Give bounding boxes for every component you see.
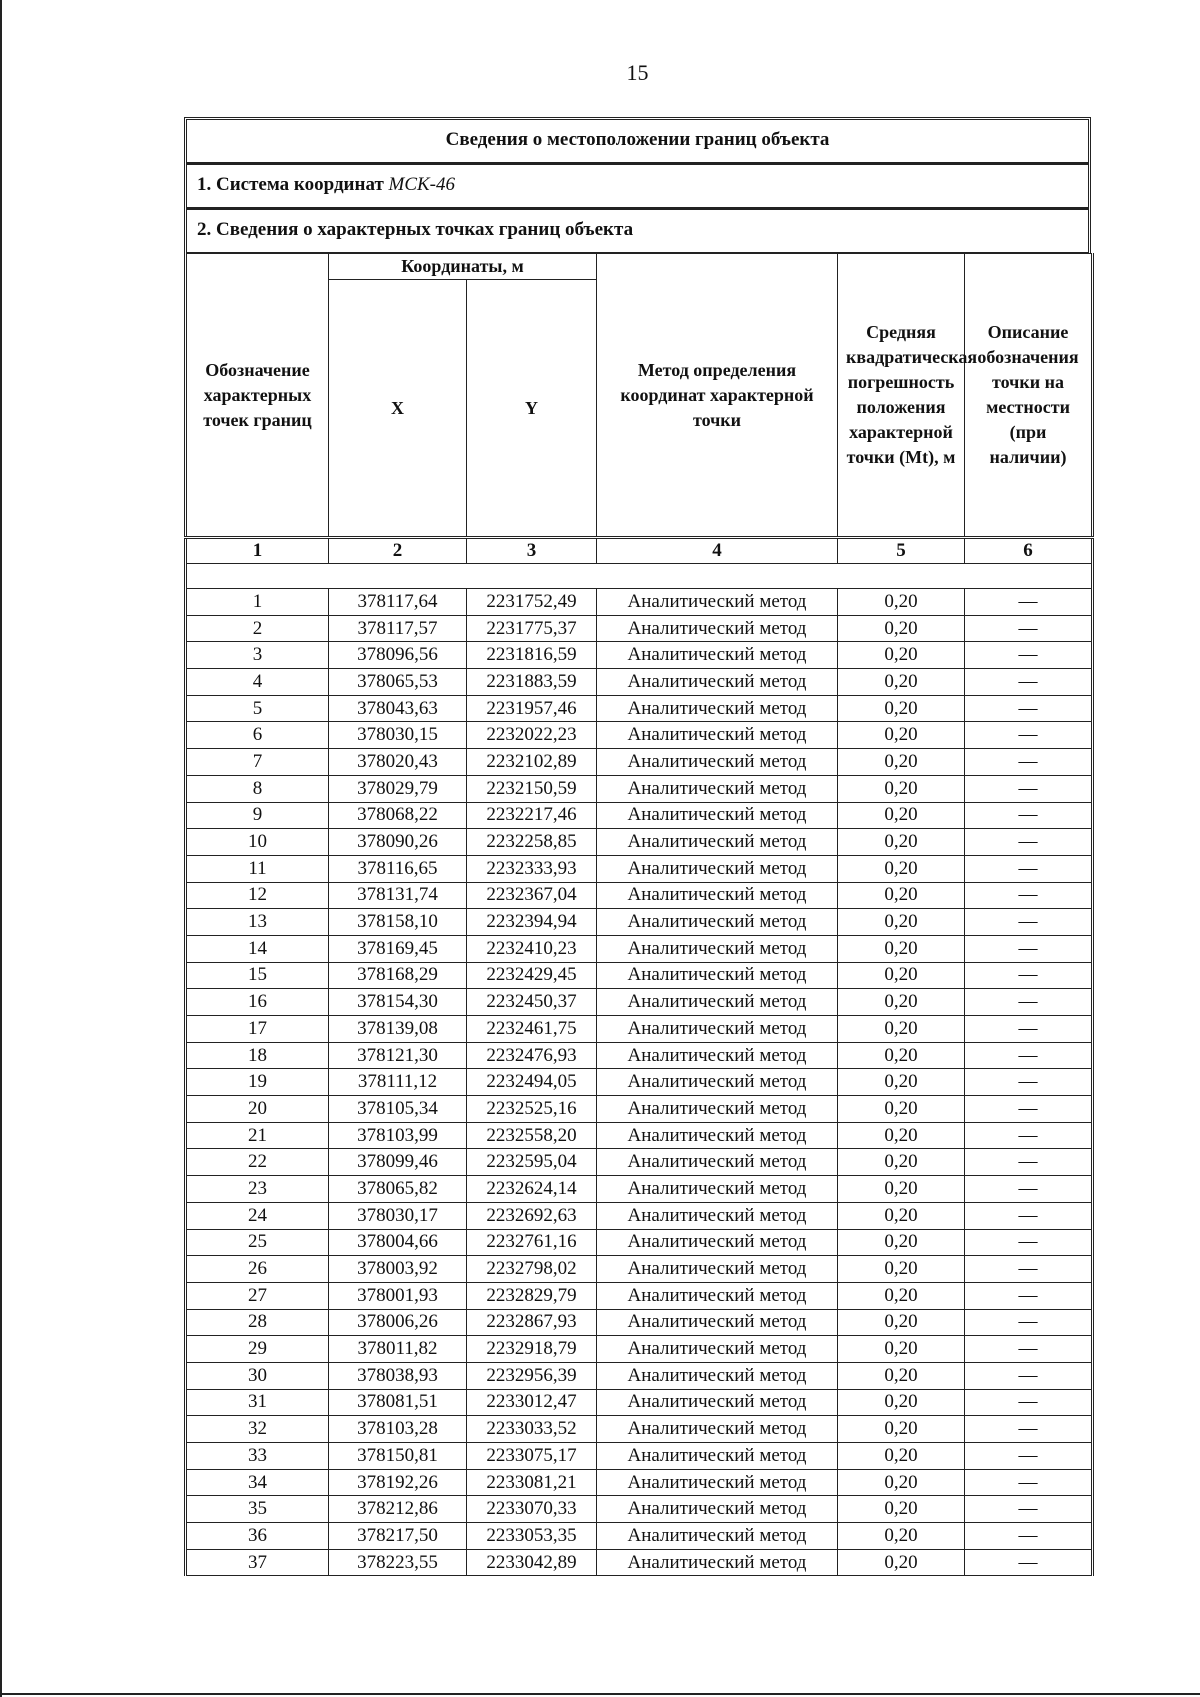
sheet-title: Сведения о местоположении границ объекта	[187, 120, 1088, 163]
coord-x: 378090,26	[329, 829, 467, 856]
table-row	[186, 935, 1093, 962]
header-method: Метод определения координат характерной точки	[597, 254, 838, 538]
point-number: 11	[186, 855, 329, 882]
point-number: 15	[186, 962, 329, 989]
coord-y: 2233033,52	[467, 1416, 597, 1443]
info-box	[184, 117, 1091, 253]
point-description: —	[965, 1282, 1093, 1309]
mean-square-error: 0,20	[838, 1176, 965, 1203]
mean-square-error: 0,20	[838, 989, 965, 1016]
mean-square-error: 0,20	[838, 802, 965, 829]
table-row	[186, 669, 1093, 696]
table-row	[186, 1202, 1093, 1229]
coord-x: 378139,08	[329, 1016, 467, 1043]
table-row	[186, 589, 1093, 616]
coord-y: 2232558,20	[467, 1122, 597, 1149]
page-left-edge	[0, 0, 2, 1697]
point-description: —	[965, 1122, 1093, 1149]
table-row	[186, 1282, 1093, 1309]
point-description: —	[965, 642, 1093, 669]
table-row	[186, 1496, 1093, 1523]
point-number: 22	[186, 1149, 329, 1176]
point-description: —	[965, 829, 1093, 856]
coord-x: 378223,55	[329, 1549, 467, 1576]
method: Аналитический метод	[597, 1202, 838, 1229]
coord-y: 2231775,37	[467, 615, 597, 642]
point-description: —	[965, 1069, 1093, 1096]
point-number: 37	[186, 1549, 329, 1576]
point-description: —	[965, 1549, 1093, 1576]
mean-square-error: 0,20	[838, 642, 965, 669]
table-row	[186, 829, 1093, 856]
method: Аналитический метод	[597, 1069, 838, 1096]
point-description: —	[965, 1042, 1093, 1069]
method: Аналитический метод	[597, 935, 838, 962]
coord-y: 2232918,79	[467, 1336, 597, 1363]
mean-square-error: 0,20	[838, 1069, 965, 1096]
coord-x: 378020,43	[329, 749, 467, 776]
coord-x: 378131,74	[329, 882, 467, 909]
point-number: 7	[186, 749, 329, 776]
coord-y: 2232956,39	[467, 1362, 597, 1389]
point-number: 16	[186, 989, 329, 1016]
mean-square-error: 0,20	[838, 882, 965, 909]
method: Аналитический метод	[597, 615, 838, 642]
coordinate-system-label: 1. Система координат	[197, 174, 389, 195]
coord-x: 378081,51	[329, 1389, 467, 1416]
mean-square-error: 0,20	[838, 1149, 965, 1176]
header-y: Y	[467, 280, 597, 538]
mean-square-error: 0,20	[838, 935, 965, 962]
points-section-title: 2. Сведения о характерных точках границ объекта	[187, 208, 1088, 253]
table-row	[186, 1469, 1093, 1496]
table-row	[186, 1523, 1093, 1550]
point-description: —	[965, 855, 1093, 882]
point-description: —	[965, 1523, 1093, 1550]
coord-x: 378117,64	[329, 589, 467, 616]
point-description: —	[965, 962, 1093, 989]
method: Аналитический метод	[597, 1282, 838, 1309]
point-number: 35	[186, 1496, 329, 1523]
table-row	[186, 642, 1093, 669]
coord-x: 378065,53	[329, 669, 467, 696]
coord-x: 378004,66	[329, 1229, 467, 1256]
coord-x: 378150,81	[329, 1443, 467, 1470]
coord-y: 2232829,79	[467, 1282, 597, 1309]
mean-square-error: 0,20	[838, 909, 965, 936]
point-number: 33	[186, 1443, 329, 1470]
table-row	[186, 882, 1093, 909]
table-row	[186, 1229, 1093, 1256]
header-x: X	[329, 280, 467, 538]
coord-y: 2233070,33	[467, 1496, 597, 1523]
coord-x: 378096,56	[329, 642, 467, 669]
method: Аналитический метод	[597, 642, 838, 669]
point-description: —	[965, 802, 1093, 829]
table-row	[186, 615, 1093, 642]
point-description: —	[965, 1229, 1093, 1256]
point-description: —	[965, 1016, 1093, 1043]
point-description: —	[965, 1443, 1093, 1470]
header-designation: Обозначение характерных точек границ	[186, 254, 329, 538]
mean-square-error: 0,20	[838, 1256, 965, 1283]
point-description: —	[965, 989, 1093, 1016]
mean-square-error: 0,20	[838, 749, 965, 776]
table-row	[186, 1336, 1093, 1363]
table-row	[186, 1416, 1093, 1443]
coord-y: 2232494,05	[467, 1069, 597, 1096]
mean-square-error: 0,20	[838, 1496, 965, 1523]
method: Аналитический метод	[597, 829, 838, 856]
column-number: 1	[186, 538, 329, 564]
table-row	[186, 1176, 1093, 1203]
coord-x: 378068,22	[329, 802, 467, 829]
point-number: 8	[186, 775, 329, 802]
point-number: 13	[186, 909, 329, 936]
mean-square-error: 0,20	[838, 1042, 965, 1069]
table-row	[186, 695, 1093, 722]
point-description: —	[965, 1256, 1093, 1283]
table-row	[186, 1122, 1093, 1149]
coord-y: 2231883,59	[467, 669, 597, 696]
method: Аналитический метод	[597, 1389, 838, 1416]
coord-x: 378103,28	[329, 1416, 467, 1443]
coord-y: 2232461,75	[467, 1016, 597, 1043]
coord-y: 2232867,93	[467, 1309, 597, 1336]
point-description: —	[965, 909, 1093, 936]
coord-x: 378192,26	[329, 1469, 467, 1496]
method: Аналитический метод	[597, 1149, 838, 1176]
point-number: 4	[186, 669, 329, 696]
points-table	[184, 253, 1094, 1576]
coord-y: 2233042,89	[467, 1549, 597, 1576]
table-row	[186, 1389, 1093, 1416]
point-number: 29	[186, 1336, 329, 1363]
column-number-row	[186, 538, 1093, 564]
method: Аналитический метод	[597, 1469, 838, 1496]
mean-square-error: 0,20	[838, 1096, 965, 1123]
point-description: —	[965, 1362, 1093, 1389]
point-number: 18	[186, 1042, 329, 1069]
coord-y: 2231816,59	[467, 642, 597, 669]
mean-square-error: 0,20	[838, 1389, 965, 1416]
mean-square-error: 0,20	[838, 1202, 965, 1229]
coord-y: 2232333,93	[467, 855, 597, 882]
mean-square-error: 0,20	[838, 1309, 965, 1336]
method: Аналитический метод	[597, 1042, 838, 1069]
table-row	[186, 855, 1093, 882]
mean-square-error: 0,20	[838, 962, 965, 989]
header-error: Средняя квадратическая погрешность положения характерной точки (Mt), м	[838, 254, 965, 538]
point-description: —	[965, 1469, 1093, 1496]
point-description: —	[965, 935, 1093, 962]
coord-y: 2232217,46	[467, 802, 597, 829]
coord-y: 2233075,17	[467, 1443, 597, 1470]
table-row	[186, 1149, 1093, 1176]
point-number: 36	[186, 1523, 329, 1550]
mean-square-error: 0,20	[838, 1362, 965, 1389]
column-number: 4	[597, 538, 838, 564]
method: Аналитический метод	[597, 882, 838, 909]
coord-y: 2231752,49	[467, 589, 597, 616]
table-row	[186, 1362, 1093, 1389]
method: Аналитический метод	[597, 1496, 838, 1523]
mean-square-error: 0,20	[838, 722, 965, 749]
coord-y: 2232410,23	[467, 935, 597, 962]
coordinate-system-value: МСК-46	[388, 174, 455, 195]
coord-x: 378103,99	[329, 1122, 467, 1149]
point-number: 31	[186, 1389, 329, 1416]
method: Аналитический метод	[597, 722, 838, 749]
table-row	[186, 775, 1093, 802]
method: Аналитический метод	[597, 1443, 838, 1470]
coord-x: 378105,34	[329, 1096, 467, 1123]
method: Аналитический метод	[597, 1523, 838, 1550]
mean-square-error: 0,20	[838, 1523, 965, 1550]
column-number: 5	[838, 538, 965, 564]
point-description: —	[965, 1176, 1093, 1203]
boundary-info-sheet	[184, 117, 1091, 1576]
point-number: 30	[186, 1362, 329, 1389]
coord-x: 378043,63	[329, 695, 467, 722]
coord-x: 378116,65	[329, 855, 467, 882]
coord-y: 2232595,04	[467, 1149, 597, 1176]
coord-x: 378117,57	[329, 615, 467, 642]
point-number: 24	[186, 1202, 329, 1229]
point-number: 20	[186, 1096, 329, 1123]
point-number: 26	[186, 1256, 329, 1283]
coord-y: 2232429,45	[467, 962, 597, 989]
point-description: —	[965, 749, 1093, 776]
method: Аналитический метод	[597, 1229, 838, 1256]
coord-y: 2232692,63	[467, 1202, 597, 1229]
point-description: —	[965, 695, 1093, 722]
method: Аналитический метод	[597, 855, 838, 882]
method: Аналитический метод	[597, 1336, 838, 1363]
mean-square-error: 0,20	[838, 669, 965, 696]
table-row	[186, 749, 1093, 776]
coord-x: 378168,29	[329, 962, 467, 989]
coord-x: 378030,17	[329, 1202, 467, 1229]
method: Аналитический метод	[597, 962, 838, 989]
point-number: 9	[186, 802, 329, 829]
coord-x: 378169,45	[329, 935, 467, 962]
point-description: —	[965, 1202, 1093, 1229]
point-number: 27	[186, 1282, 329, 1309]
coord-y: 2232394,94	[467, 909, 597, 936]
method: Аналитический метод	[597, 695, 838, 722]
page-bottom-edge	[0, 1693, 1200, 1695]
table-row	[186, 1016, 1093, 1043]
coord-x: 378003,92	[329, 1256, 467, 1283]
point-description: —	[965, 615, 1093, 642]
point-description: —	[965, 882, 1093, 909]
coord-y: 2232367,04	[467, 882, 597, 909]
coord-x: 378111,12	[329, 1069, 467, 1096]
mean-square-error: 0,20	[838, 1469, 965, 1496]
method: Аналитический метод	[597, 802, 838, 829]
mean-square-error: 0,20	[838, 1122, 965, 1149]
coord-x: 378038,93	[329, 1362, 467, 1389]
table-row	[186, 1069, 1093, 1096]
mean-square-error: 0,20	[838, 695, 965, 722]
method: Аналитический метод	[597, 1416, 838, 1443]
coord-y: 2232258,85	[467, 829, 597, 856]
mean-square-error: 0,20	[838, 829, 965, 856]
method: Аналитический метод	[597, 1362, 838, 1389]
point-description: —	[965, 722, 1093, 749]
table-row	[186, 802, 1093, 829]
coord-y: 2231957,46	[467, 695, 597, 722]
coord-x: 378154,30	[329, 989, 467, 1016]
coord-x: 378029,79	[329, 775, 467, 802]
coord-y: 2232525,16	[467, 1096, 597, 1123]
coord-y: 2233053,35	[467, 1523, 597, 1550]
spacer-row	[186, 564, 1093, 589]
point-description: —	[965, 775, 1093, 802]
coord-x: 378212,86	[329, 1496, 467, 1523]
coord-y: 2233081,21	[467, 1469, 597, 1496]
point-description: —	[965, 1416, 1093, 1443]
coord-y: 2232798,02	[467, 1256, 597, 1283]
mean-square-error: 0,20	[838, 855, 965, 882]
method: Аналитический метод	[597, 749, 838, 776]
coord-x: 378099,46	[329, 1149, 467, 1176]
point-number: 6	[186, 722, 329, 749]
method: Аналитический метод	[597, 1096, 838, 1123]
point-number: 32	[186, 1416, 329, 1443]
point-number: 25	[186, 1229, 329, 1256]
coord-x: 378030,15	[329, 722, 467, 749]
point-description: —	[965, 1496, 1093, 1523]
method: Аналитический метод	[597, 1122, 838, 1149]
point-number: 17	[186, 1016, 329, 1043]
column-number: 2	[329, 538, 467, 564]
coordinate-system-row	[187, 163, 1088, 208]
mean-square-error: 0,20	[838, 1549, 965, 1576]
point-number: 5	[186, 695, 329, 722]
coord-x: 378121,30	[329, 1042, 467, 1069]
point-number: 12	[186, 882, 329, 909]
mean-square-error: 0,20	[838, 775, 965, 802]
table-row	[186, 722, 1093, 749]
point-description: —	[965, 1096, 1093, 1123]
coord-y: 2232624,14	[467, 1176, 597, 1203]
point-description: —	[965, 669, 1093, 696]
point-description: —	[965, 1336, 1093, 1363]
table-row	[186, 1309, 1093, 1336]
point-number: 10	[186, 829, 329, 856]
coord-x: 378006,26	[329, 1309, 467, 1336]
spacer-cell	[186, 564, 1093, 589]
point-description: —	[965, 1149, 1093, 1176]
coord-y: 2232476,93	[467, 1042, 597, 1069]
point-number: 2	[186, 615, 329, 642]
point-description: —	[965, 1389, 1093, 1416]
table-row	[186, 1443, 1093, 1470]
method: Аналитический метод	[597, 1176, 838, 1203]
table-row	[186, 1549, 1093, 1576]
method: Аналитический метод	[597, 1309, 838, 1336]
table-row	[186, 989, 1093, 1016]
coord-y: 2232022,23	[467, 722, 597, 749]
point-number: 1	[186, 589, 329, 616]
point-number: 23	[186, 1176, 329, 1203]
point-description: —	[965, 589, 1093, 616]
table-row	[186, 909, 1093, 936]
coord-x: 378217,50	[329, 1523, 467, 1550]
mean-square-error: 0,20	[838, 1443, 965, 1470]
table-row	[186, 1042, 1093, 1069]
point-number: 19	[186, 1069, 329, 1096]
mean-square-error: 0,20	[838, 589, 965, 616]
method: Аналитический метод	[597, 1016, 838, 1043]
coord-x: 378001,93	[329, 1282, 467, 1309]
mean-square-error: 0,20	[838, 1016, 965, 1043]
coord-y: 2233012,47	[467, 1389, 597, 1416]
header-coordinates: Координаты, м	[329, 254, 597, 280]
page-number: 15	[626, 60, 649, 85]
coord-y: 2232450,37	[467, 989, 597, 1016]
point-number: 3	[186, 642, 329, 669]
column-number: 3	[467, 538, 597, 564]
coord-x: 378158,10	[329, 909, 467, 936]
column-number: 6	[965, 538, 1093, 564]
table-row	[186, 1096, 1093, 1123]
point-number: 34	[186, 1469, 329, 1496]
header-description: Описание обозначения точки на местности (при наличии)	[965, 254, 1093, 538]
mean-square-error: 0,20	[838, 1229, 965, 1256]
point-number: 28	[186, 1309, 329, 1336]
method: Аналитический метод	[597, 909, 838, 936]
method: Аналитический метод	[597, 1549, 838, 1576]
coord-y: 2232102,89	[467, 749, 597, 776]
table-row	[186, 962, 1093, 989]
method: Аналитический метод	[597, 989, 838, 1016]
mean-square-error: 0,20	[838, 1282, 965, 1309]
table-row	[186, 1256, 1093, 1283]
method: Аналитический метод	[597, 589, 838, 616]
coord-y: 2232761,16	[467, 1229, 597, 1256]
point-description: —	[965, 1309, 1093, 1336]
point-number: 14	[186, 935, 329, 962]
coord-x: 378011,82	[329, 1336, 467, 1363]
method: Аналитический метод	[597, 775, 838, 802]
points-rows	[186, 589, 1093, 1576]
mean-square-error: 0,20	[838, 615, 965, 642]
coord-y: 2232150,59	[467, 775, 597, 802]
mean-square-error: 0,20	[838, 1416, 965, 1443]
coord-x: 378065,82	[329, 1176, 467, 1203]
point-number: 21	[186, 1122, 329, 1149]
method: Аналитический метод	[597, 669, 838, 696]
method: Аналитический метод	[597, 1256, 838, 1283]
mean-square-error: 0,20	[838, 1336, 965, 1363]
